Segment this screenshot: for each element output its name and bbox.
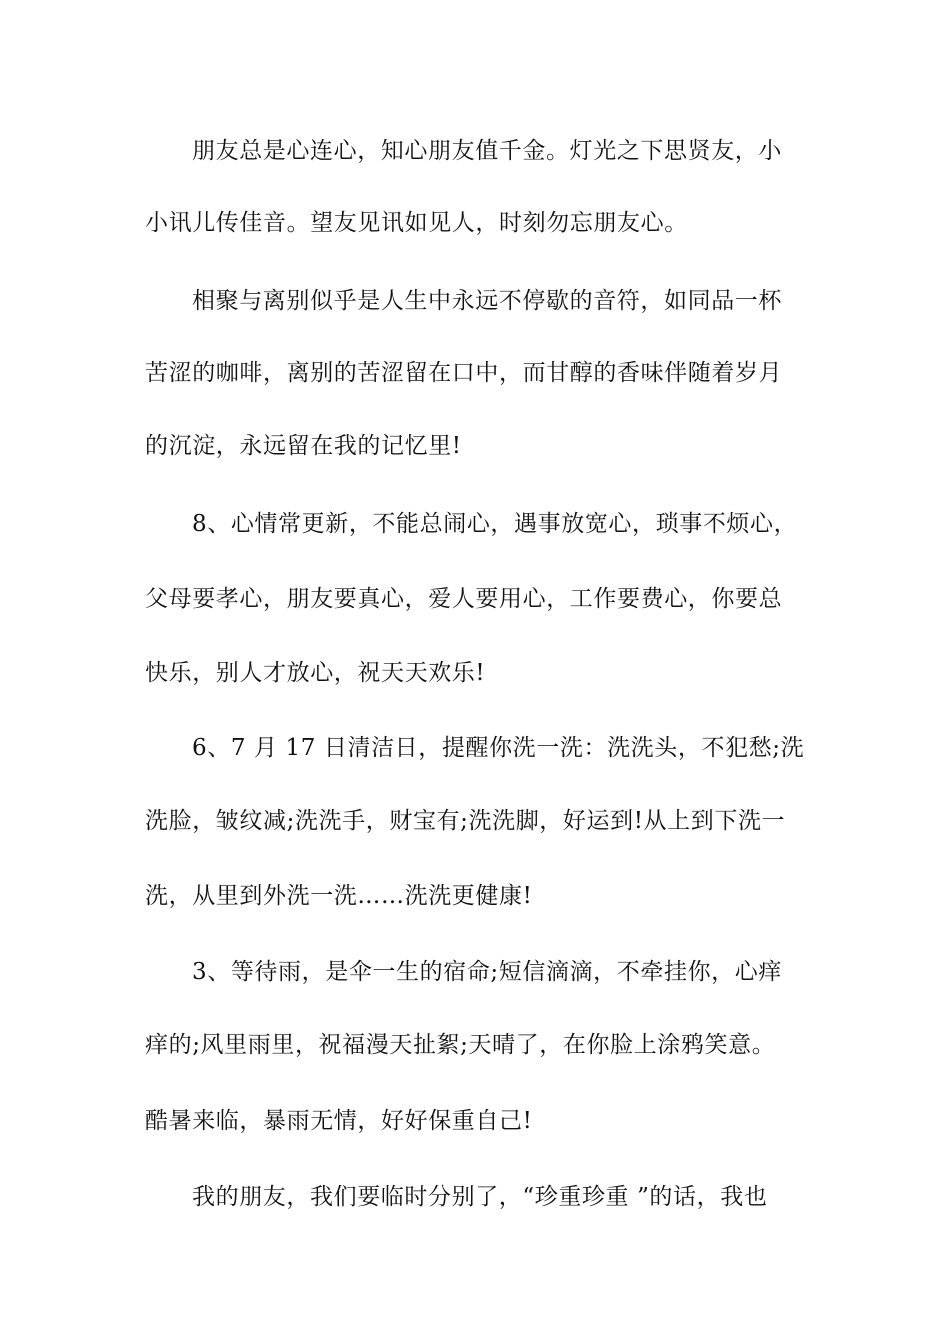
- text-line: 3、等待雨，是伞一生的宿命;短信滴滴，不牵挂你，心痒: [192, 959, 782, 985]
- text-line: 洗脸，皱纹减;洗洗手，财宝有;洗洗脚，好运到!从上到下洗一: [145, 808, 786, 834]
- text-line: 的沉淀，永远留在我的记忆里!: [145, 433, 462, 459]
- text-line: 快乐，别人才放心，祝天天欢乐!: [145, 660, 486, 686]
- text-line: 6、7 月 17 日清洁日，提醒你洗一洗：洗洗头，不犯愁;洗: [192, 735, 805, 761]
- text-line: 酷暑来临，暴雨无情，好好保重自己!: [145, 1108, 533, 1134]
- text-line: 痒的;风里雨里，祝福漫天扯絮;天晴了，在你脸上涂鸦笑意。: [145, 1032, 776, 1058]
- text-line: 朋友总是心连心，知心朋友值千金。灯光之下思贤友，小: [192, 138, 782, 164]
- text-line: 8、心情常更新，不能总闹心，遇事放宽心，琐事不烦心，: [192, 511, 798, 537]
- text-line: 相聚与离别似乎是人生中永远不停歇的音符，如同品一杯: [192, 288, 782, 314]
- text-line: 父母要孝心，朋友要真心，爱人要用心，工作要费心，你要总: [145, 586, 783, 612]
- text-line: 洗，从里到外洗一洗……洗洗更健康!: [145, 883, 533, 909]
- text-line: 我的朋友，我们要临时分别了，“珍重珍重 ”的话，我也: [192, 1184, 768, 1210]
- text-line: 小讯儿传佳音。望友见讯如见人，时刻勿忘朋友心。: [145, 210, 688, 236]
- text-line: 苦涩的咖啡，离别的苦涩留在口中，而甘醇的香味伴随着岁月: [145, 360, 783, 386]
